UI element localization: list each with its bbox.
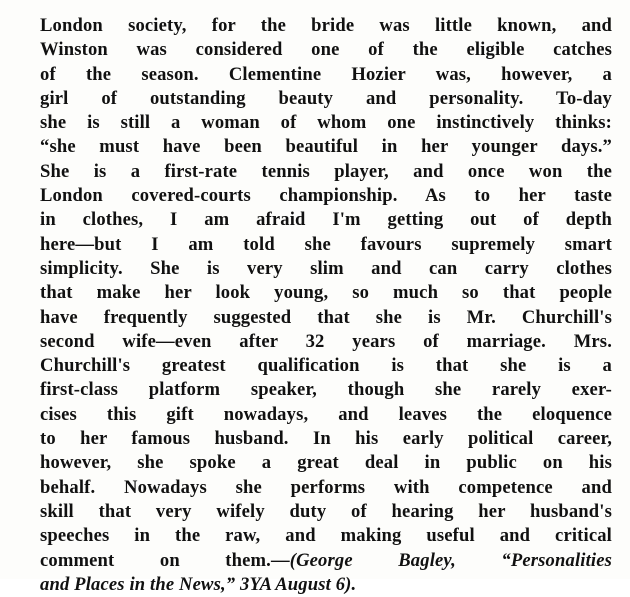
text-line: she is still a woman of whom one instinctively thinks:	[40, 112, 612, 134]
text-line: simplicity. She is very slim and can carry clothes	[40, 257, 612, 279]
text-line: have frequently suggested that she is Mr. Churchill's	[40, 306, 612, 328]
text-line: to her famous husband. In his early political career,	[40, 428, 612, 450]
text-line: skill that very wifely duty of hearing her husband's	[40, 500, 612, 522]
text-line-with-credit	[40, 549, 612, 573]
text-line: behalf. Nowadays she performs with competence and	[40, 476, 612, 498]
text-line: first-class platform speaker, though she rarely exer-	[40, 379, 612, 401]
text-line: in clothes, I am afraid I'm getting out of depth	[40, 209, 612, 231]
text-line: cises this gift nowadays, and leaves the eloquence	[40, 403, 612, 425]
text-line: of the season. Clementine Hozier was, however, a	[40, 63, 612, 85]
text-line: girl of outstanding beauty and personality. To-day	[40, 87, 612, 109]
article-text	[40, 14, 612, 597]
text-fragment: comment on them.—	[40, 549, 290, 571]
text-line: that make her look young, so much so that people	[40, 282, 612, 304]
text-line: London covered-courts championship. As to her taste	[40, 185, 612, 207]
text-line: Churchill's greatest qualification is that she is a	[40, 355, 612, 377]
source-credit: (George Bagley, “Personalities	[289, 549, 612, 571]
text-line: speeches in the raw, and making useful and critical	[40, 525, 612, 547]
text-line: “she must have been beautiful in her younger days.”	[40, 136, 612, 158]
text-line: She is a first-rate tennis player, and once won the	[40, 160, 612, 182]
text-line: London society, for the bride was little known, and	[40, 15, 612, 36]
text-line: however, she spoke a great deal in public on his	[40, 452, 612, 474]
source-credit-line: and Places in the News,” 3YA August 6).	[40, 573, 357, 595]
text-line: second wife—even after 32 years of marriage. Mrs.	[40, 330, 612, 352]
text-line: Winston was considered one of the eligible catches	[40, 39, 612, 61]
text-line: here—but I am told she favours supremely smart	[40, 233, 612, 255]
